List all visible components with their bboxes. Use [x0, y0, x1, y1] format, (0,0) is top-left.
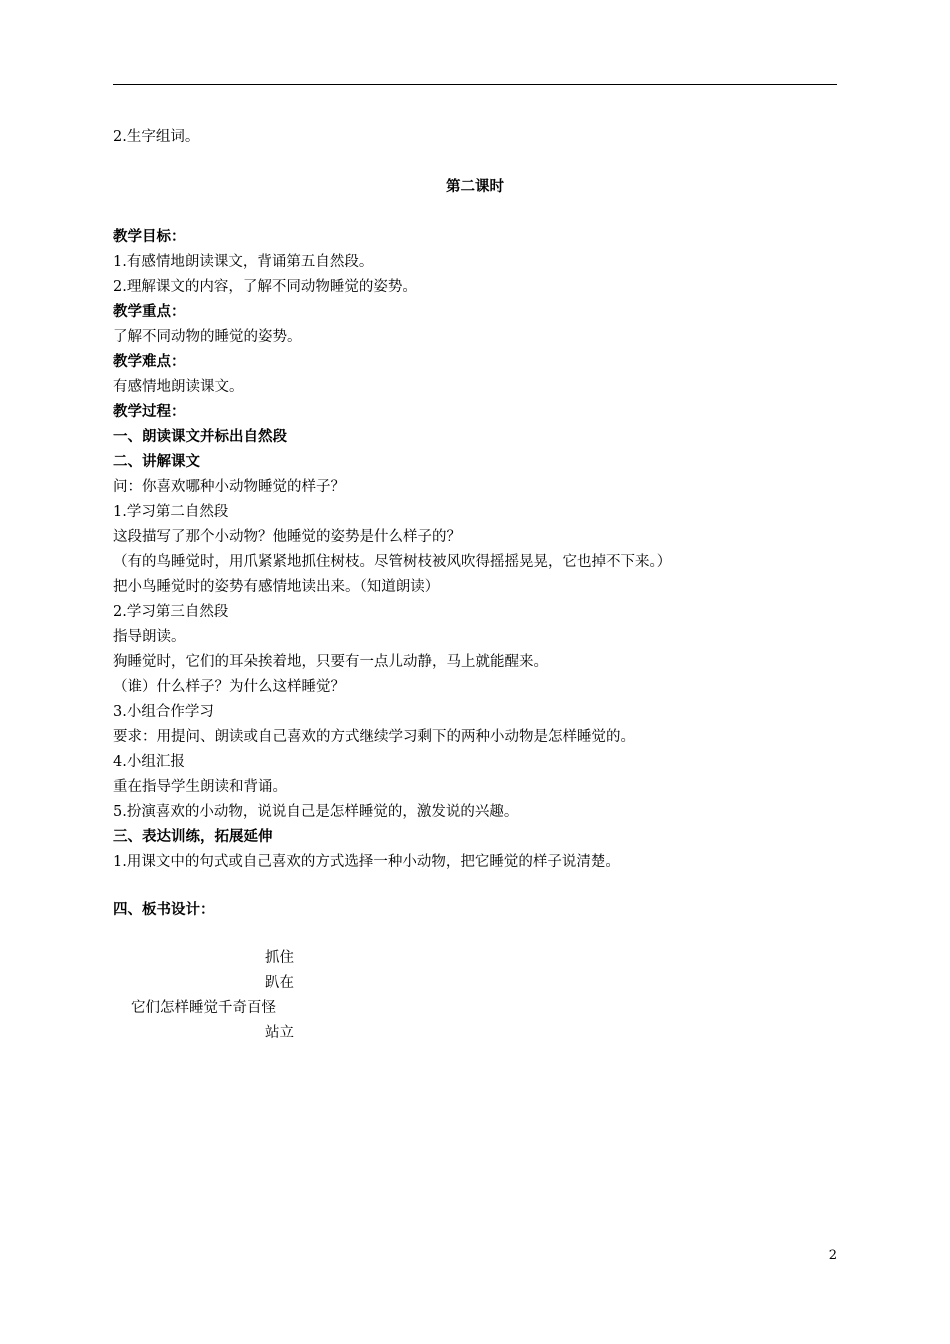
text-line: 重在指导学生朗读和背诵。	[113, 779, 287, 795]
section-heading: 二、讲解课文	[113, 454, 200, 470]
text-line: 5.扮演喜欢的小动物，说说自己是怎样睡觉的，激发说的兴趣。	[113, 804, 519, 820]
text-line: 4.小组汇报	[113, 754, 185, 770]
section-heading: 教学目标：	[113, 229, 186, 245]
text-line: 2.学习第三自然段	[113, 604, 229, 620]
text-line: （有的鸟睡觉时，用爪紧紧地抓住树枝。尽管树枝被风吹得摇摇晃晃，它也掉不下来。）	[113, 554, 672, 570]
text-line: 狗睡觉时，它们的耳朵挨着地，只要有一点儿动静，马上就能醒来。	[113, 654, 548, 670]
section-heading: 教学重点：	[113, 304, 186, 320]
text-line: 2.理解课文的内容，了解不同动物睡觉的姿势。	[113, 279, 417, 295]
section-heading: 教学难点：	[113, 354, 186, 370]
text-line: 要求：用提问、朗读或自己喜欢的方式继续学习剩下的两种小动物是怎样睡觉的。	[113, 729, 635, 745]
text-line: 这段描写了那个小动物？他睡觉的姿势是什么样子的？	[113, 529, 461, 545]
board-main-phrase: 它们怎样睡觉千奇百怪	[131, 1000, 276, 1016]
board-item-lie: 趴在	[265, 975, 294, 991]
board-item-grab: 抓住	[265, 950, 294, 966]
top-line: 2.生字组词。	[113, 129, 200, 145]
text-line: 1.有感情地朗读课文，背诵第五自然段。	[113, 254, 374, 270]
page-number: 2	[828, 1248, 837, 1263]
section-heading: 教学过程：	[113, 404, 186, 420]
board-item-stand: 站立	[265, 1025, 294, 1041]
board-heading: 四、板书设计：	[113, 902, 215, 918]
text-line: 有感情地朗读课文。	[113, 379, 244, 395]
text-line: 1.用课文中的句式或自己喜欢的方式选择一种小动物，把它睡觉的样子说清楚。	[113, 854, 620, 870]
text-line: 问：你喜欢哪种小动物睡觉的样子？	[113, 479, 345, 495]
section-heading: 三、表达训练，拓展延伸	[113, 829, 273, 845]
text-line: （谁）什么样子？为什么这样睡觉？	[113, 679, 345, 695]
text-line: 指导朗读。	[113, 629, 186, 645]
text-line: 把小鸟睡觉时的姿势有感情地读出来。（知道朗读）	[113, 579, 440, 595]
section-title: 第二课时	[446, 179, 504, 195]
text-line: 3.小组合作学习	[113, 704, 214, 720]
text-line: 了解不同动物的睡觉的姿势。	[113, 329, 302, 345]
text-line: 1.学习第二自然段	[113, 504, 229, 520]
section-heading: 一、朗读课文并标出自然段	[113, 429, 287, 445]
header-rule	[113, 84, 837, 85]
